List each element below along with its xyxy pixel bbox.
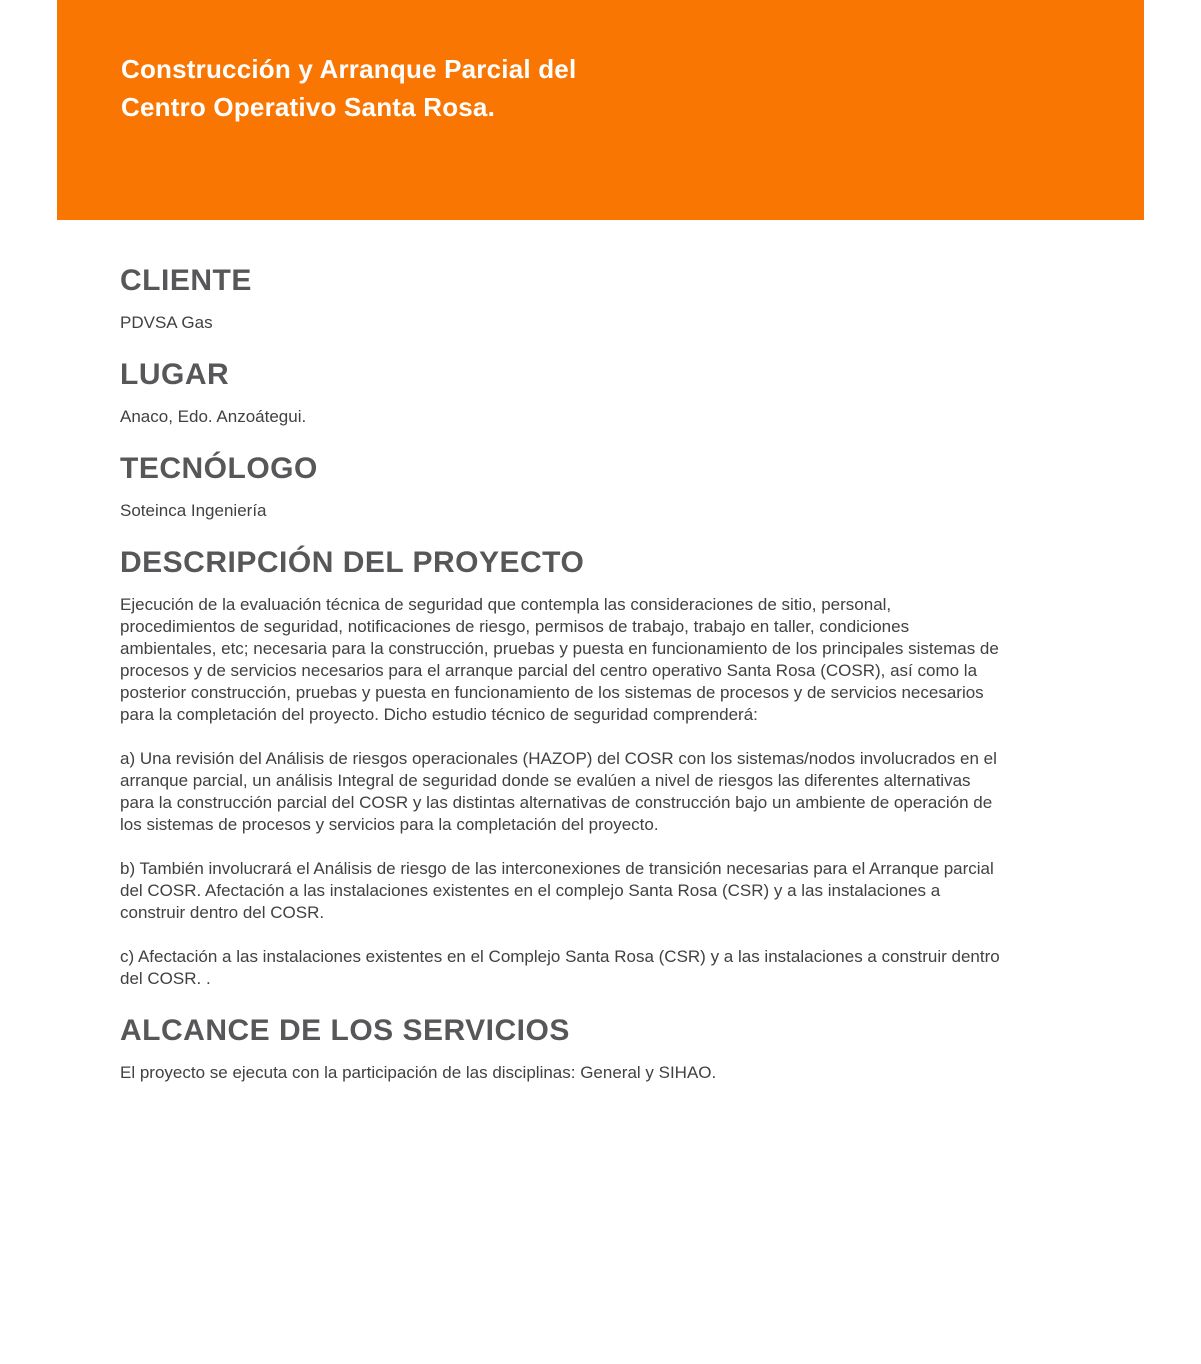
section-heading-cliente: CLIENTE [120, 264, 252, 297]
document-title [121, 50, 1104, 126]
section-heading-descripcion: DESCRIPCIÓN DEL PROYECTO [120, 546, 585, 579]
descripcion-paragraph-intro: Ejecución de la evaluación técnica de seguridad que contempla las consideraciones de sitio, personal, procedimientos de seguridad, notificaciones de riesgo, permisos de trabajo, trabajo en taller, condiciones ambientales, etc; necesaria para la construcción, pruebas y puesta en funcionamiento de los principales sistemas de procesos y de servicios necesarios para el arranque parcial del centro operativo Santa Rosa (COSR), así como la posterior construcción, pruebas y puesta en funcionamiento de los sistemas de procesos y de servicios necesarios para la completación del proyecto. Dicho estudio técnico de seguridad comprenderá: [120, 595, 999, 724]
document-body [120, 264, 1005, 1084]
descripcion-paragraph-b: b) También involucrará el Análisis de riesgo de las interconexiones de transición necesarias para el Arranque parcial del COSR. Afectación a las instalaciones existentes en el complejo Santa Rosa (CSR) y a las instalaciones a construir dentro del COSR. [120, 859, 994, 922]
section-heading-alcance: ALCANCE DE LOS SERVICIOS [120, 1014, 570, 1047]
section-lugar [120, 358, 1005, 428]
section-descripcion-del-proyecto [120, 546, 1005, 990]
section-heading-tecnologo: TECNÓLOGO [120, 452, 318, 485]
header-banner [57, 0, 1144, 220]
descripcion-paragraph-a: a) Una revisión del Análisis de riesgos operacionales (HAZOP) del COSR con los sistemas/nodos involucrados en el arranque parcial, un análisis Integral de seguridad donde se evalúen a nivel de riesgos las diferentes alternativas para la construcción parcial del COSR y las distintas alternativas de construcción bajo un ambiente de operación de los sistemas de procesos y servicios para la completación del proyecto. [120, 749, 997, 834]
lugar-value: Anaco, Edo. Anzoátegui. [120, 407, 307, 426]
descripcion-paragraph-c: c) Afectación a las instalaciones existentes en el Complejo Santa Rosa (CSR) y a las instalaciones a construir dentro del COSR. . [120, 947, 1000, 988]
cliente-value: PDVSA Gas [120, 313, 213, 332]
document-title-line2: Centro Operativo Santa Rosa. [121, 92, 496, 122]
tecnologo-value: Soteinca Ingeniería [120, 501, 267, 520]
section-cliente [120, 264, 1005, 334]
alcance-value: El proyecto se ejecuta con la participación de las disciplinas: General y SIHAO. [120, 1063, 717, 1082]
section-alcance-de-los-servicios [120, 1014, 1005, 1084]
section-heading-lugar: LUGAR [120, 358, 230, 391]
document-title-line1: Construcción y Arranque Parcial del [121, 54, 577, 84]
section-tecnologo [120, 452, 1005, 522]
